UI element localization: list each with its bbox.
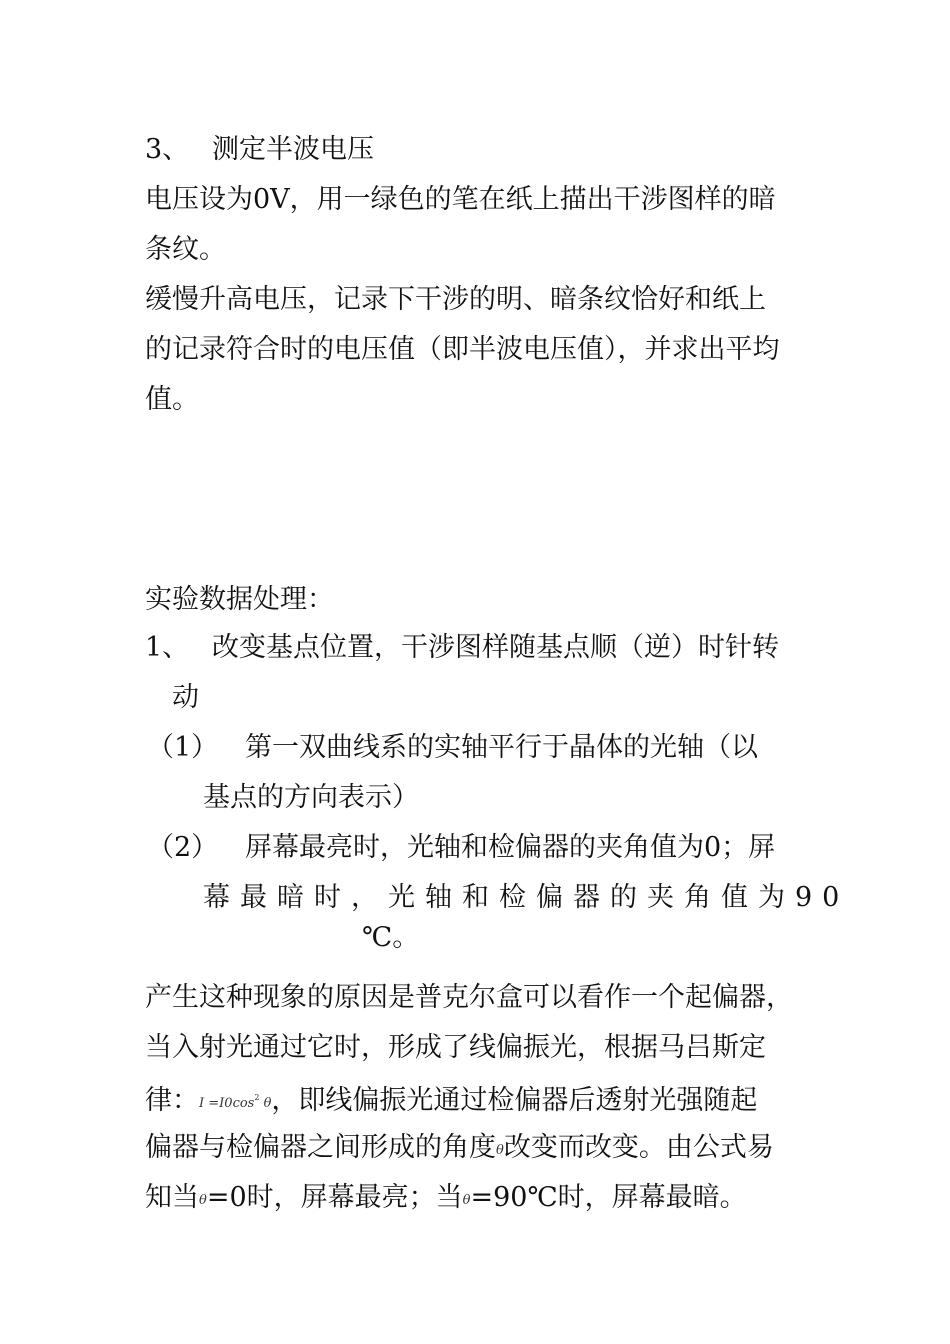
explanation-line4-suffix: 改变而改变。由公式易 [503,1132,774,1163]
processing-sub2-line2: 幕最暗时，光轴和检偏器的夹角值为90 [203,882,850,913]
processing-sub1-number: （1） [147,732,219,763]
processing-sub1-text: 第一双曲线系的实轴平行于晶体的光轴（以 [245,732,758,763]
explanation-line3-prefix: 律： [145,1085,199,1116]
section3-paragraph2-line3: 值。 [145,384,199,415]
processing-title: 实验数据处理： [145,584,334,615]
processing-item1-line1 [145,628,779,668]
processing-sub1-line1 [147,728,758,768]
explanation-line2: 当入射光通过它时，形成了线偏振光，根据马吕斯定 [145,1032,766,1063]
malus-law-formula [199,1093,272,1111]
formula-theta: θ [263,1096,272,1111]
processing-sub2-line3: ℃。 [362,922,420,953]
theta-symbol: θ [496,1143,504,1158]
formula-superscript: 2 [254,1093,260,1102]
section3-number: 3、 [145,134,190,165]
processing-item1-number: 1、 [145,632,190,663]
explanation-line4-prefix: 偏器与检偏器之间形成的角度 [145,1132,496,1163]
processing-sub1-line2: 基点的方向表示） [203,782,419,813]
explanation-line5 [145,1178,747,1221]
section3-heading-line [145,130,374,170]
section3-heading: 测定半波电压 [212,134,374,165]
explanation-line3-suffix: ，即线偏振光通过检偏器后透射光强随起 [271,1085,758,1116]
theta-symbol: θ [462,1193,471,1208]
processing-item1-text: 改变基点位置，干涉图样随基点顺（逆）时针转 [212,632,779,663]
explanation-line5-c: =90℃时，屏幕最暗。 [470,1182,747,1213]
processing-sub2-number: （2） [147,832,219,863]
section3-paragraph2-line1: 缓慢升高电压，记录下干涉的明、暗条纹恰好和纸上 [145,284,766,315]
processing-item1-line2: 动 [172,682,199,713]
explanation-line5-a: 知当 [145,1182,199,1213]
processing-sub2-line1 [147,828,775,868]
theta-symbol: θ [199,1193,207,1208]
section3-paragraph2-line2: 的记录符合时的电压值（即半波电压值），并求出平均 [145,334,780,365]
formula-main: I =I0cos [199,1096,255,1111]
explanation-line1: 产生这种现象的原因是普克尔盒可以看作一个起偏器， [145,982,793,1013]
explanation-line5-b: =0时，屏幕最亮；当 [206,1182,463,1213]
section3-paragraph1-line1: 电压设为0V，用一绿色的笔在纸上描出干涉图样的暗 [145,184,776,215]
explanation-line4 [145,1128,774,1171]
processing-sub2-text: 屏幕最亮时，光轴和检偏器的夹角值为0；屏 [245,832,776,863]
section3-paragraph1-line2: 条纹。 [145,234,226,265]
explanation-line3 [145,1078,757,1124]
